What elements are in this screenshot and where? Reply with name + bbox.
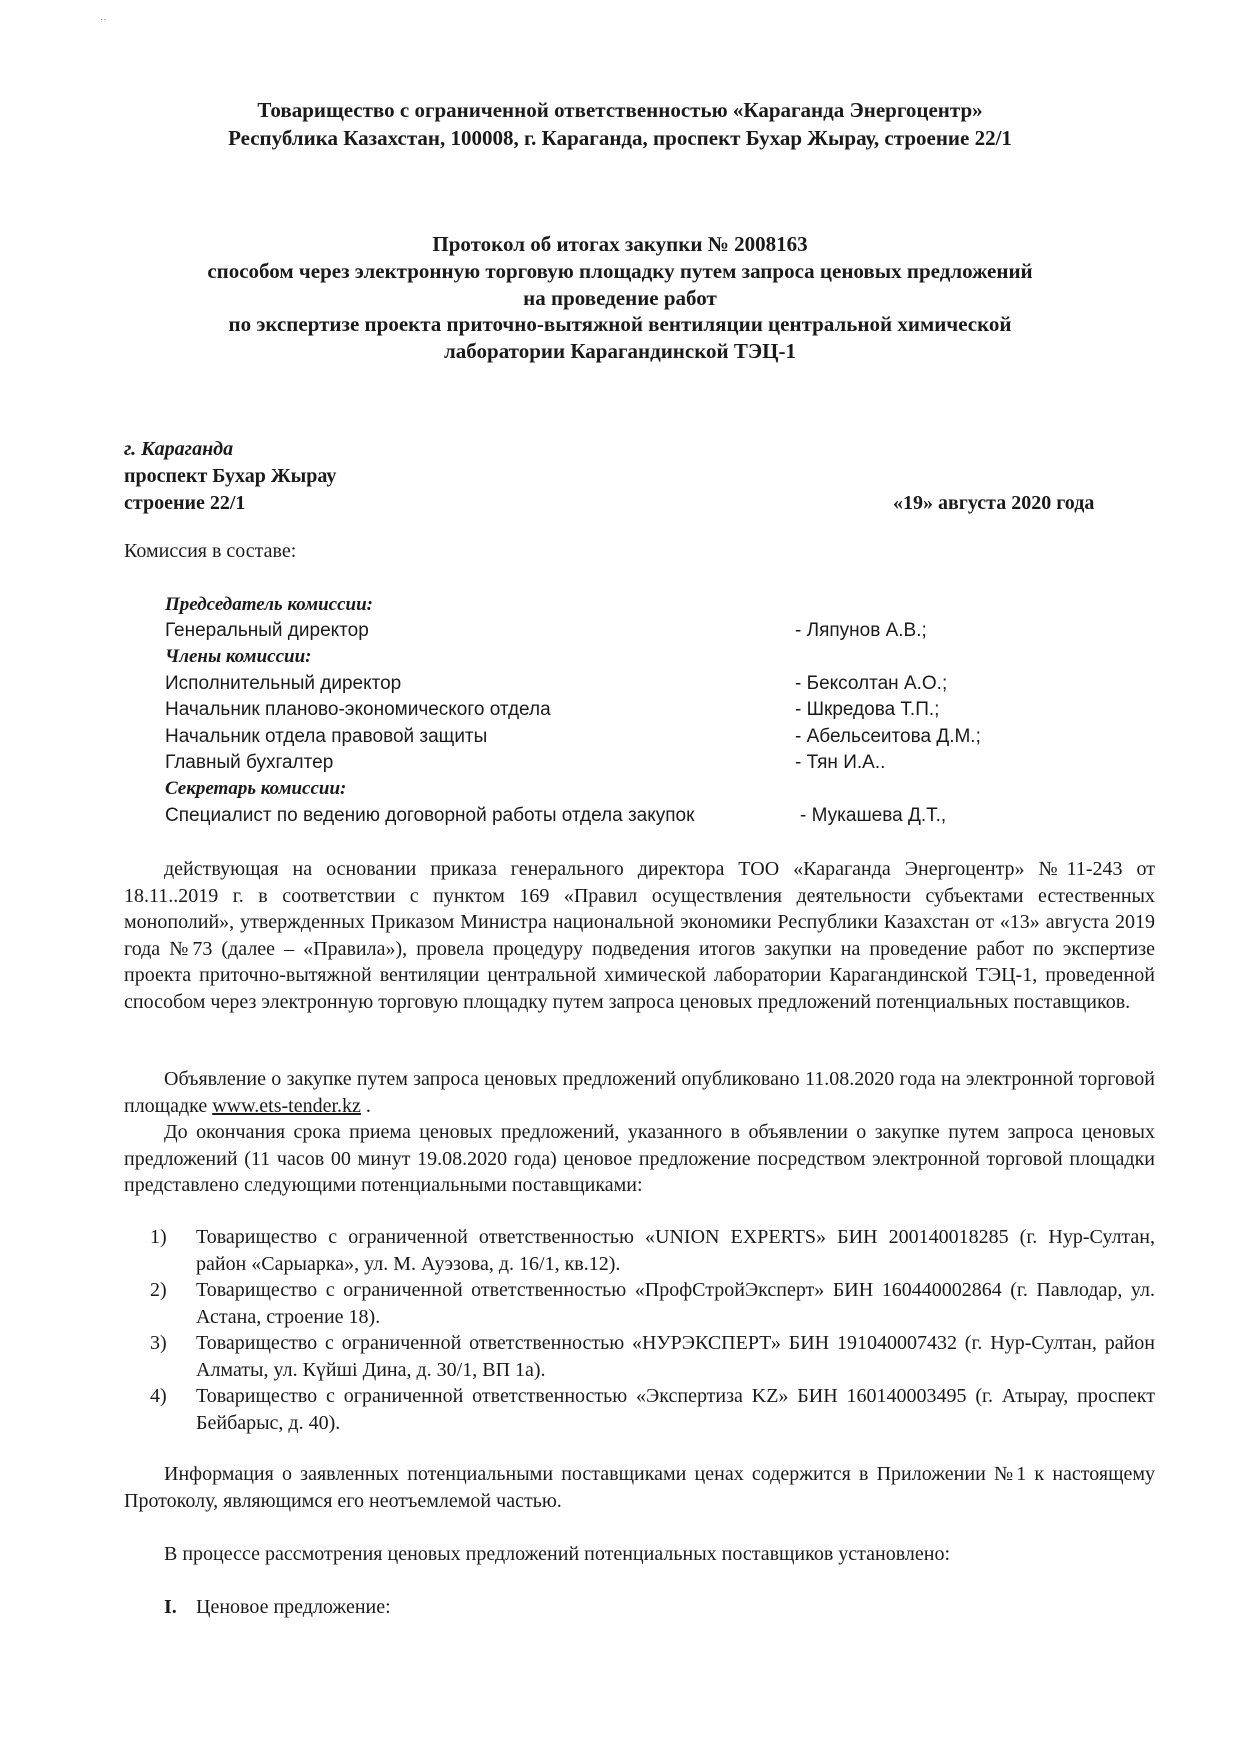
list-number: 1) xyxy=(150,1226,167,1248)
list-number: 2) xyxy=(150,1279,167,1301)
list-number: 4) xyxy=(150,1385,167,1407)
protocol-subtitle-4: лаборатории Карагандинской ТЭЦ-1 xyxy=(444,339,796,363)
commission-member-name: - Бексолтан А.О.; xyxy=(795,673,948,694)
commission-position: Начальник отдела правовой защиты xyxy=(165,726,488,747)
supplier-text: Товарищество с ограниченной ответственностью «ПрофСтройЭксперт» БИН 160440002864 (г. Павлодар, ул. Астана, строение 18). xyxy=(196,1279,1155,1328)
section-label: Ценовое предложение: xyxy=(196,1596,391,1618)
commission-member-name: - Тян И.А.. xyxy=(795,752,886,773)
commission-member-name: - Ляпунов А.В.; xyxy=(795,620,927,641)
paragraph-basis: действующая на основании приказа генерального директора ТОО «Караганда Энергоцентр» №11-243 от 18.11..2019 г. в соответствии с пунктом 169 «Правил осуществления деятельности субъектами естественных монополий», утвержденных Приказом Министра национальной экономики Республики Казахстан от «13» августа 2019 года №73 (далее – «Правила»), провела процедуру подведения итогов закупки на проведение работ по экспертизе проекта приточно-вытяжной вентиляции центральной химической лаборатории Карагандинской ТЭЦ-1, проведенной способом через электронную торговую площадку путем запроса ценовых предложений потенциальных поставщиков. xyxy=(124,858,1155,1013)
members-heading: Члены комиссии: xyxy=(165,646,312,667)
protocol-subtitle-2: на проведение работ xyxy=(523,286,717,310)
commission-member-name: - Мукашева Д.Т., xyxy=(800,805,947,826)
paragraph-price-info: Информация о заявленных потенциальными поставщиками ценах содержится в Приложении №1 к настоящему Протоколу, являющимся его неотъемлемой частью. xyxy=(124,1463,1155,1512)
announcement-text: Объявление о закупке путем запроса ценовых предложений опубликовано 11.08.2020 года на электронной торговой площадке xyxy=(124,1068,1155,1117)
scan-speck: ˙˙ xyxy=(100,18,107,29)
commission-member-name: - Абельсеитова Д.М.; xyxy=(795,726,981,747)
protocol-title: Протокол об итогах закупки № 2008163 xyxy=(432,232,808,256)
place-street: проспект Бухар Жырау xyxy=(124,465,337,487)
commission-position: Специалист по ведению договорной работы отдела закупок xyxy=(165,805,695,826)
org-name: Товарищество с ограниченной ответственностью «Караганда Энергоцентр» xyxy=(257,98,983,122)
commission-position: Главный бухгалтер xyxy=(165,752,334,773)
commission-position: Начальник планово-экономического отдела xyxy=(165,699,551,720)
paragraph-deadline: До окончания срока приема ценовых предложений, указанного в объявлении о закупке путем запроса ценовых предложений (11 часов 00 минут 19.08.2020 года) ценовое предложение посредством электронной торговой площадки представлено следующими потенциальными поставщиками: xyxy=(124,1121,1155,1196)
supplier-text: Товарищество с ограниченной ответственностью «UNION EXPERTS» БИН 200140018285 (г. Нур-Султан, район «Сарыарка», ул. М. Ауэзова, д. 16/1, кв.12). xyxy=(196,1226,1155,1275)
org-address: Республика Казахстан, 100008, г. Караганда, проспект Бухар Жырау, строение 22/1 xyxy=(228,126,1012,150)
list-item xyxy=(150,1224,1155,1277)
list-item xyxy=(150,1330,1155,1383)
supplier-text: Товарищество с ограниченной ответственностью «НУРЭКСПЕРТ» БИН 191040007432 (г. Нур-Султан, район Алматы, ул. Күйші Дина, д. 30/1, ВП 1а). xyxy=(196,1332,1155,1381)
place-city: г. Караганда xyxy=(124,438,234,460)
paragraph-announcement xyxy=(124,1066,1155,1119)
commission-position: Исполнительный директор xyxy=(165,673,402,694)
supplier-text: Товарищество с ограниченной ответственностью «Экспертиза KZ» БИН 160140003495 (г. Атырау, проспект Бейбарыс, д. 40). xyxy=(196,1385,1155,1434)
commission-intro: Комиссия в составе: xyxy=(124,540,297,562)
protocol-date: «19» августа 2020 года xyxy=(893,492,1095,514)
announcement-end: . xyxy=(360,1094,371,1117)
list-item xyxy=(150,1383,1155,1436)
protocol-subtitle-3: по экспертизе проекта приточно-вытяжной вентиляции центральной химической xyxy=(228,312,1012,336)
secretary-heading: Секретарь комиссии: xyxy=(165,778,347,799)
list-item xyxy=(150,1277,1155,1330)
protocol-subtitle-1: способом через электронную торговую площадку путем запроса ценовых предложений xyxy=(207,259,1033,283)
list-number: 3) xyxy=(150,1332,167,1354)
chair-heading: Председатель комиссии: xyxy=(165,594,373,615)
supplier-list xyxy=(150,1224,1155,1436)
commission-position: Генеральный директор xyxy=(165,620,369,641)
place-building: строение 22/1 xyxy=(124,492,246,514)
paragraph-review: В процессе рассмотрения ценовых предложений потенциальных поставщиков установлено: xyxy=(164,1543,950,1565)
ets-tender-link[interactable]: www.ets-tender.kz xyxy=(212,1094,361,1117)
section-number: I. xyxy=(164,1596,177,1618)
commission-member-name: - Шкредова Т.П.; xyxy=(795,699,940,720)
